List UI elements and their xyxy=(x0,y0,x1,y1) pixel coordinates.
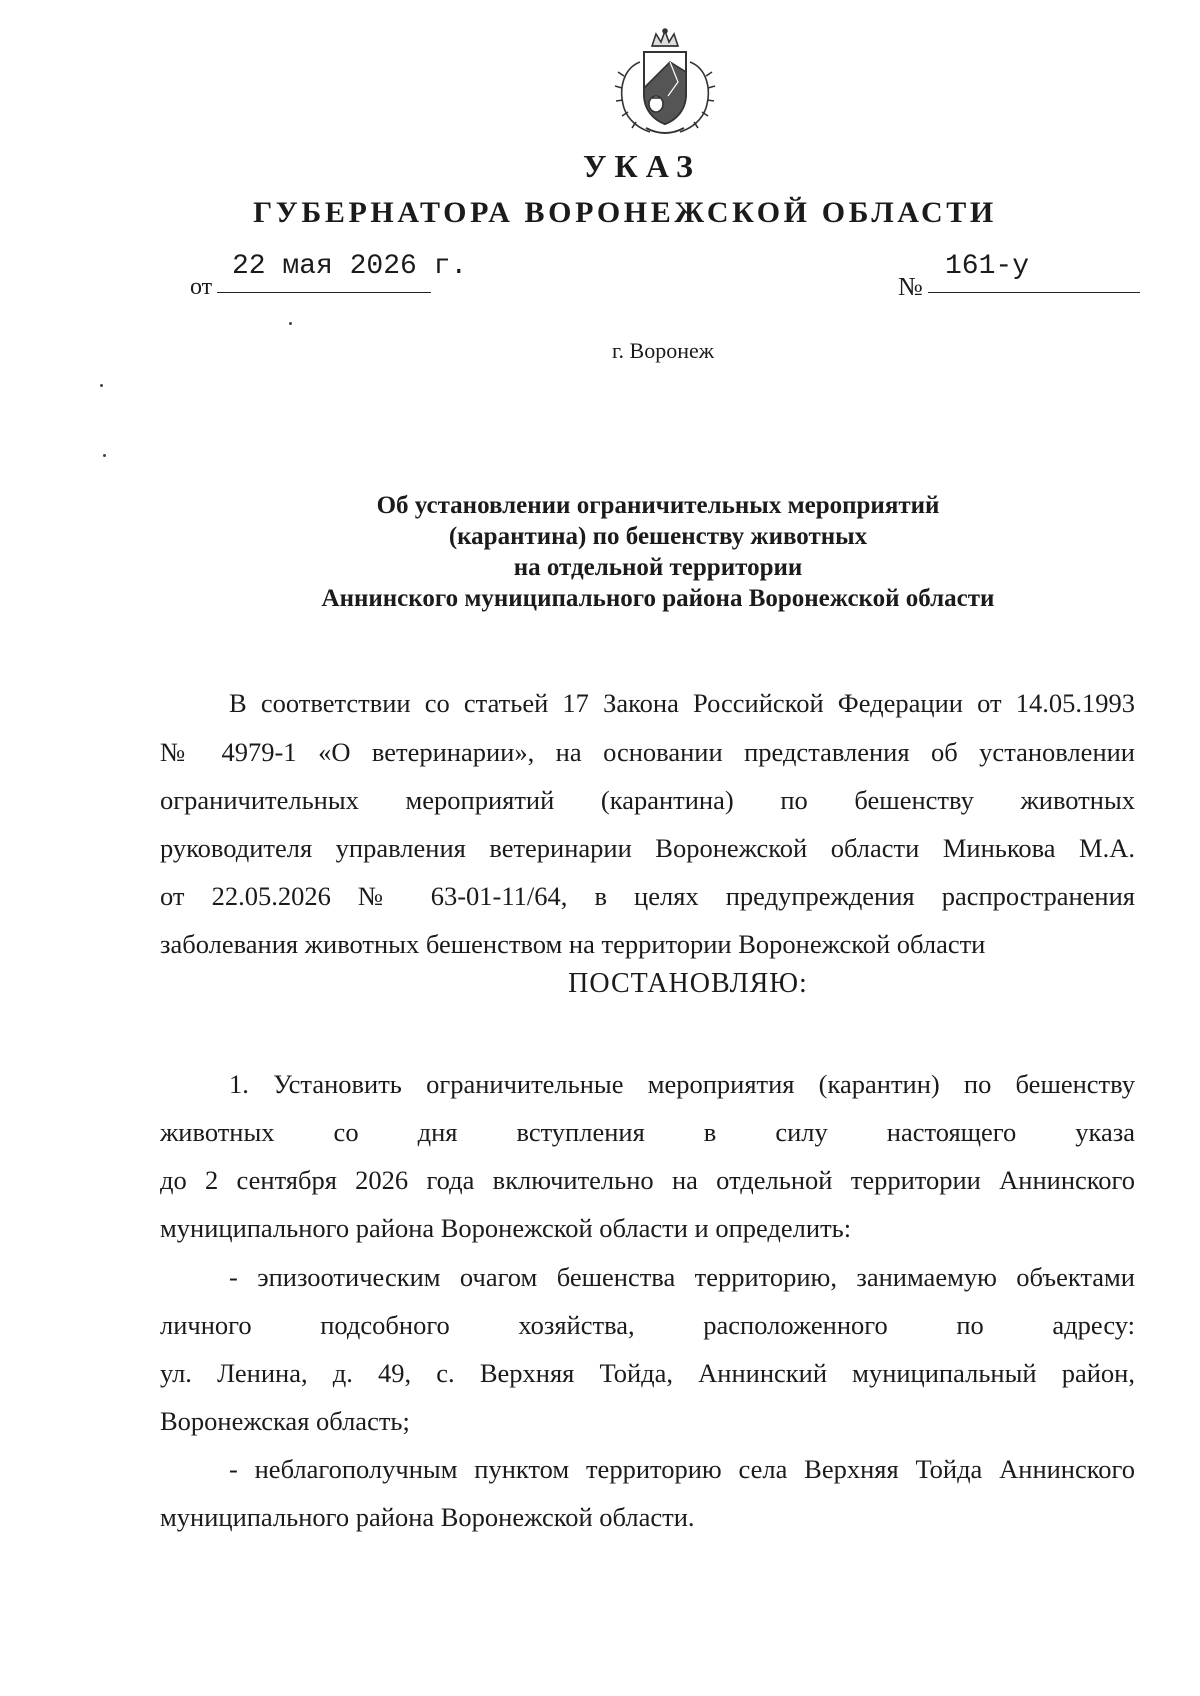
preamble-line: ограничительных мероприятий (карантина) по бешенству животных xyxy=(160,785,1135,815)
preamble-line: заболевания животных бешенством на территории Воронежской области xyxy=(160,929,986,959)
focus-line: - эпизоотическим очагом бешенства территорию, занимаемую объектами xyxy=(229,1262,1135,1292)
preamble-line: руководителя управления ветеринарии Воронежской области Минькова М.А. xyxy=(160,833,1135,863)
number-underline xyxy=(928,292,1140,293)
document-date: 22 мая 2026 г. xyxy=(232,251,468,282)
item1-line: муниципального района Воронежской области и определить: xyxy=(160,1213,852,1243)
scan-speck xyxy=(100,384,103,387)
focus-line: Воронежская область; xyxy=(160,1406,410,1436)
preamble-line: № 4979-1 «О ветеринарии», на основании представления об установлении xyxy=(160,737,1135,767)
document-title: УКАЗ xyxy=(583,148,701,184)
scan-speck xyxy=(103,454,106,457)
document-city: г. Воронеж xyxy=(612,338,714,363)
document-subtitle: ГУБЕРНАТОРА ВОРОНЕЖСКОЙ ОБЛАСТИ xyxy=(253,196,997,229)
scan-speck xyxy=(289,322,292,325)
point-line: - неблагополучным пунктом территорию села Верхняя Тойда Аннинского xyxy=(229,1454,1135,1484)
heading-line: Об установлении ограничительных мероприятий xyxy=(376,492,940,519)
preamble-line: В соответствии со статьей 17 Закона Российской Федерации от 14.05.1993 xyxy=(229,688,1135,718)
number-prefix: № xyxy=(898,272,923,301)
focus-line: ул. Ленина, д. 49, с. Верхняя Тойда, Аннинский муниципальный район, xyxy=(160,1358,1135,1388)
item1-line: 1. Установить ограничительные мероприятия (карантин) по бешенству xyxy=(229,1069,1135,1099)
item1-line: до 2 сентября 2026 года включительно на отдельной территории Аннинского xyxy=(160,1165,1135,1195)
heading-line: на отдельной территории xyxy=(513,554,803,581)
document-number: 161-у xyxy=(945,251,1030,282)
voronezh-coat-of-arms-icon xyxy=(610,28,720,138)
item1-line: животных со дня вступления в силу настоящего указа xyxy=(160,1117,1135,1147)
date-underline xyxy=(217,292,431,293)
date-prefix: от xyxy=(190,274,213,300)
document-heading xyxy=(58,490,1200,614)
preamble-line: от 22.05.2026 № 63-01-11/64, в целях предупреждения распространения xyxy=(160,881,1135,911)
heading-line: Аннинского муниципального района Воронежской области xyxy=(321,585,995,612)
point-line: муниципального района Воронежской области. xyxy=(160,1502,695,1532)
decree-word: ПОСТАНОВЛЯЮ: xyxy=(568,968,808,999)
focus-line: личного подсобного хозяйства, расположенного по адресу: xyxy=(160,1310,1135,1340)
heading-line: (карантина) по бешенству животных xyxy=(448,523,868,550)
